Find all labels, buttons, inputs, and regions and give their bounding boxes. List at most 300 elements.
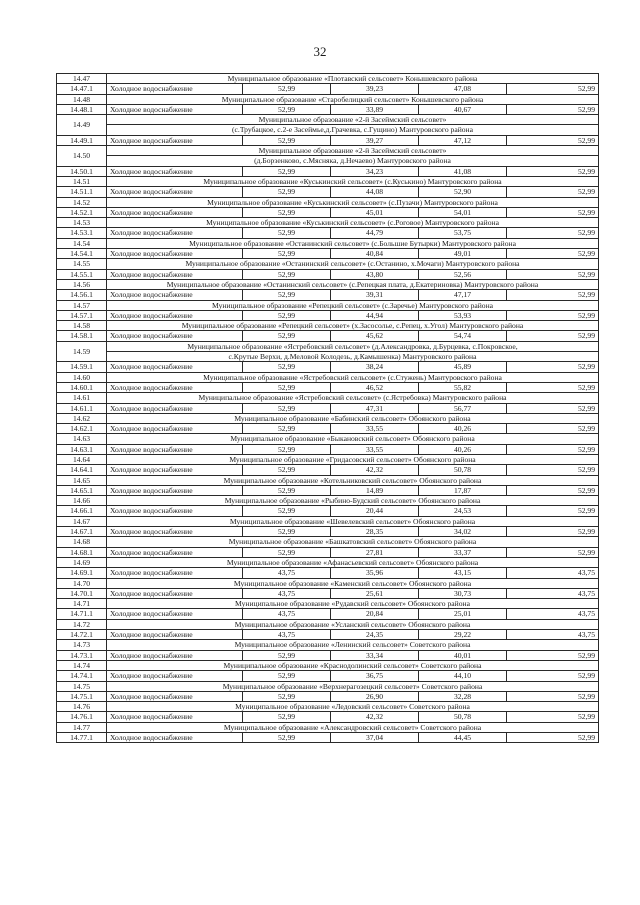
service-label: Холодное водоснабжение [107, 712, 243, 722]
section-header-row [57, 557, 599, 567]
tariff-value: 52,99 [243, 166, 331, 176]
tariff-value: 52,99 [507, 166, 599, 176]
service-label: Холодное водоснабжение [107, 104, 243, 114]
tariff-value: 20,44 [331, 506, 419, 516]
tariff-value: 29,22 [419, 630, 507, 640]
section-header-row [57, 578, 599, 588]
subsection-code: 14.54.1 [57, 249, 107, 259]
tariff-value: 39,31 [331, 290, 419, 300]
tariff-value: 38,24 [331, 362, 419, 372]
section-title: Муниципальное образование «2-й Засеймский сельсовет» [107, 146, 599, 156]
service-label: Холодное водоснабжение [107, 382, 243, 392]
tariff-value: 43,75 [507, 588, 599, 598]
tariff-value: 43,75 [507, 630, 599, 640]
section-title: Муниципальное образование «Башкатовский сельсовет» Обоянского района [107, 537, 599, 547]
section-title: Муниципальное образование «Краснодолинский сельсовет» Советского района [107, 660, 599, 670]
section-title: Муниципальное образование «Верхнерагозецкий сельсовет» Советского района [107, 681, 599, 691]
section-title: Муниципальное образование «Останинский сельсовет» (с.Останино, х.Мочаги) Мантуровского района [107, 259, 599, 269]
tariff-value: 52,99 [507, 506, 599, 516]
service-label: Холодное водоснабжение [107, 166, 243, 176]
tariff-value: 34,02 [419, 527, 507, 537]
subsection-code: 14.66.1 [57, 506, 107, 516]
section-header-row [57, 115, 599, 125]
tariff-value: 14,89 [331, 485, 419, 495]
section-code: 14.76 [57, 702, 107, 712]
service-label: Холодное водоснабжение [107, 527, 243, 537]
section-header-row [57, 619, 599, 629]
section-title: (д.Борзенково, с.Мясняка, д.Нечаево) Мантуровского района [107, 156, 599, 166]
section-title: Муниципальное образование «Бабинский сельсовет» Обоянского района [107, 413, 599, 423]
tariff-value: 52,99 [243, 249, 331, 259]
section-header-row [57, 434, 599, 444]
tariff-value: 52,99 [507, 547, 599, 557]
section-title: Муниципальное образование «Усланский сельсовет» Обоянского района [107, 619, 599, 629]
service-label: Холодное водоснабжение [107, 485, 243, 495]
tariff-row [57, 609, 599, 619]
tariff-table [56, 73, 599, 743]
section-title: Муниципальное образование «Рыбино-Будский сельсовет» Обоянского района [107, 496, 599, 506]
tariff-row [57, 207, 599, 217]
subsection-code: 14.68.1 [57, 547, 107, 557]
subsection-code: 14.57.1 [57, 310, 107, 320]
subsection-code: 14.59.1 [57, 362, 107, 372]
service-label: Холодное водоснабжение [107, 362, 243, 372]
tariff-value: 45,89 [419, 362, 507, 372]
tariff-value: 52,99 [507, 485, 599, 495]
tariff-value: 33,55 [331, 444, 419, 454]
section-header-row [57, 156, 599, 166]
subsection-code: 14.53.1 [57, 228, 107, 238]
section-title: Муниципальное образование «Ленинский сельсовет» Советского района [107, 640, 599, 650]
tariff-value: 52,99 [507, 650, 599, 660]
service-label: Холодное водоснабжение [107, 733, 243, 743]
tariff-value: 39,23 [331, 84, 419, 94]
tariff-value: 52,99 [507, 712, 599, 722]
subsection-code: 14.70.1 [57, 588, 107, 598]
section-header-row [57, 300, 599, 310]
tariff-value: 54,74 [419, 331, 507, 341]
section-code: 14.48 [57, 94, 107, 104]
subsection-code: 14.52.1 [57, 207, 107, 217]
tariff-value: 52,99 [243, 403, 331, 413]
tariff-value: 52,99 [243, 485, 331, 495]
section-code: 14.77 [57, 722, 107, 732]
tariff-row [57, 650, 599, 660]
section-code: 14.69 [57, 557, 107, 567]
tariff-row [57, 465, 599, 475]
section-header-row [57, 393, 599, 403]
section-title: Муниципальное образование «Репецкий сельсовет» (х.Засосолье, с.Репец, х.Угол) Мантуровского района [107, 321, 599, 331]
section-title: Муниципальное образование «Ледовский сельсовет» Советского района [107, 702, 599, 712]
tariff-row [57, 104, 599, 114]
section-header-row [57, 197, 599, 207]
subsection-code: 14.58.1 [57, 331, 107, 341]
section-code: 14.66 [57, 496, 107, 506]
tariff-value: 52,99 [243, 207, 331, 217]
tariff-value: 52,99 [243, 506, 331, 516]
section-code: 14.68 [57, 537, 107, 547]
tariff-value: 52,99 [243, 650, 331, 660]
subsection-code: 14.51.1 [57, 187, 107, 197]
service-label: Холодное водоснабжение [107, 331, 243, 341]
tariff-value: 54,01 [419, 207, 507, 217]
tariff-value: 52,99 [243, 712, 331, 722]
tariff-value: 43,75 [243, 588, 331, 598]
tariff-value: 52,99 [507, 362, 599, 372]
tariff-row [57, 249, 599, 259]
section-title: Муниципальное образование «Гридасовский сельсовет» Обоянского района [107, 454, 599, 464]
subsection-code: 14.64.1 [57, 465, 107, 475]
subsection-code: 14.63.1 [57, 444, 107, 454]
subsection-code: 14.48.1 [57, 104, 107, 114]
section-code: 14.59 [57, 341, 107, 362]
subsection-code: 14.77.1 [57, 733, 107, 743]
tariff-row [57, 733, 599, 743]
section-title: Муниципальное образование «Куськинский сельсовет» (с.Роговое) Мантуровского района [107, 218, 599, 228]
tariff-value: 27,81 [331, 547, 419, 557]
section-title: Муниципальное образование «Ястребовский сельсовет» (с.Ястребовка) Мантуровского района [107, 393, 599, 403]
tariff-row [57, 84, 599, 94]
section-code: 14.54 [57, 238, 107, 248]
tariff-value: 44,79 [331, 228, 419, 238]
subsection-code: 14.60.1 [57, 382, 107, 392]
section-header-row [57, 722, 599, 732]
service-label: Холодное водоснабжение [107, 249, 243, 259]
page-number: 32 [313, 44, 327, 59]
section-header-row [57, 454, 599, 464]
service-label: Холодное водоснабжение [107, 465, 243, 475]
subsection-code: 14.62.1 [57, 424, 107, 434]
tariff-value: 24,35 [331, 630, 419, 640]
tariff-value: 52,99 [507, 331, 599, 341]
section-title: Муниципальное образование «Котельниковский сельсовет» Обоянского района [107, 475, 599, 485]
tariff-value: 52,99 [507, 135, 599, 145]
tariff-value: 52,99 [243, 135, 331, 145]
service-label: Холодное водоснабжение [107, 269, 243, 279]
tariff-value: 40,26 [419, 424, 507, 434]
service-label: Холодное водоснабжение [107, 568, 243, 578]
service-label: Холодное водоснабжение [107, 671, 243, 681]
tariff-row [57, 444, 599, 454]
service-label: Холодное водоснабжение [107, 630, 243, 640]
tariff-value: 34,23 [331, 166, 419, 176]
section-code: 14.74 [57, 660, 107, 670]
tariff-value: 44,10 [419, 671, 507, 681]
subsection-code: 14.65.1 [57, 485, 107, 495]
tariff-row [57, 671, 599, 681]
section-title: Муниципальное образование «Быкановский сельсовет» Обоянского района [107, 434, 599, 444]
section-code: 14.62 [57, 413, 107, 423]
tariff-value: 52,99 [507, 403, 599, 413]
tariff-value: 46,52 [331, 382, 419, 392]
tariff-value: 52,99 [243, 269, 331, 279]
subsection-code: 14.61.1 [57, 403, 107, 413]
service-label: Холодное водоснабжение [107, 403, 243, 413]
section-code: 14.50 [57, 146, 107, 167]
tariff-value: 52,99 [243, 290, 331, 300]
section-header-row [57, 681, 599, 691]
tariff-row [57, 506, 599, 516]
subsection-code: 14.47.1 [57, 84, 107, 94]
service-label: Холодное водоснабжение [107, 609, 243, 619]
tariff-row [57, 527, 599, 537]
tariff-value: 52,99 [507, 249, 599, 259]
service-label: Холодное водоснабжение [107, 506, 243, 516]
section-header-row [57, 279, 599, 289]
tariff-value: 52,99 [507, 207, 599, 217]
section-header-row [57, 341, 599, 351]
section-header-row [57, 259, 599, 269]
service-label: Холодное водоснабжение [107, 135, 243, 145]
section-header-row [57, 125, 599, 135]
tariff-value: 52,99 [243, 228, 331, 238]
subsection-code: 14.50.1 [57, 166, 107, 176]
section-header-row [57, 321, 599, 331]
tariff-row [57, 630, 599, 640]
tariff-value: 52,99 [243, 310, 331, 320]
tariff-table-body [57, 74, 599, 743]
tariff-value: 52,99 [507, 382, 599, 392]
tariff-value: 32,28 [419, 691, 507, 701]
subsection-code: 14.55.1 [57, 269, 107, 279]
section-title: Муниципальное образование «Александровский сельсовет» Советского района [107, 722, 599, 732]
tariff-value: 47,12 [419, 135, 507, 145]
tariff-value: 52,99 [507, 228, 599, 238]
section-title: Муниципальное образование «Афанасьевский сельсовет» Обоянского района [107, 557, 599, 567]
tariff-value: 40,26 [419, 444, 507, 454]
section-header-row [57, 702, 599, 712]
tariff-value: 41,08 [419, 166, 507, 176]
tariff-value: 52,99 [507, 187, 599, 197]
section-title: (с.Трубацкое, с.2-е Засеймье,д.Грачевка, с.Гущино) Мантуровского района [107, 125, 599, 135]
tariff-value: 37,04 [331, 733, 419, 743]
tariff-value: 42,32 [331, 465, 419, 475]
tariff-value: 52,99 [507, 691, 599, 701]
section-header-row [57, 660, 599, 670]
section-title: Муниципальное образование «Рудавский сельсовет» Обоянского района [107, 599, 599, 609]
tariff-value: 50,78 [419, 465, 507, 475]
tariff-row [57, 424, 599, 434]
tariff-row [57, 485, 599, 495]
tariff-value: 52,90 [419, 187, 507, 197]
tariff-row [57, 362, 599, 372]
tariff-row [57, 547, 599, 557]
section-code: 14.55 [57, 259, 107, 269]
section-header-row [57, 176, 599, 186]
section-code: 14.60 [57, 372, 107, 382]
section-code: 14.71 [57, 599, 107, 609]
section-code: 14.57 [57, 300, 107, 310]
tariff-row [57, 382, 599, 392]
tariff-value: 52,99 [243, 362, 331, 372]
tariff-row [57, 691, 599, 701]
tariff-value: 25,01 [419, 609, 507, 619]
tariff-value: 44,45 [419, 733, 507, 743]
tariff-row [57, 403, 599, 413]
tariff-value: 47,08 [419, 84, 507, 94]
service-label: Холодное водоснабжение [107, 84, 243, 94]
section-title: с.Крутые Верхи, д.Меловой Колодезь, д.Камышенка) Мантуровского района [107, 352, 599, 362]
tariff-row [57, 135, 599, 145]
tariff-row [57, 712, 599, 722]
tariff-value: 52,99 [507, 84, 599, 94]
section-header-row [57, 74, 599, 84]
section-title: Муниципальное образование «Ястребовский сельсовет» (д.Александровка, д.Бурцевка, с.Покровское, [107, 341, 599, 351]
section-title: Муниципальное образование «Плотавский сельсовет» Конышевского района [107, 74, 599, 84]
service-label: Холодное водоснабжение [107, 228, 243, 238]
tariff-value: 52,99 [507, 290, 599, 300]
service-label: Холодное водоснабжение [107, 444, 243, 454]
tariff-value: 43,75 [507, 568, 599, 578]
tariff-row [57, 568, 599, 578]
tariff-value: 53,75 [419, 228, 507, 238]
section-title: Муниципальное образование «2-й Засеймский сельсовет» [107, 115, 599, 125]
section-title: Муниципальное образование «Останинский сельсовет» (с.Большие Бутырки) Мантуровского района [107, 238, 599, 248]
tariff-value: 43,15 [419, 568, 507, 578]
tariff-value: 55,82 [419, 382, 507, 392]
tariff-value: 44,94 [331, 310, 419, 320]
section-code: 14.58 [57, 321, 107, 331]
tariff-value: 52,99 [243, 424, 331, 434]
tariff-value: 45,01 [331, 207, 419, 217]
tariff-value: 56,77 [419, 403, 507, 413]
tariff-value: 52,99 [243, 733, 331, 743]
section-title: Муниципальное образование «Куськинский сельсовет» (с.Пузачи) Мантуровского района [107, 197, 599, 207]
tariff-value: 52,99 [507, 671, 599, 681]
section-code: 14.67 [57, 516, 107, 526]
tariff-value: 52,99 [507, 424, 599, 434]
tariff-value: 26,90 [331, 691, 419, 701]
service-label: Холодное водоснабжение [107, 588, 243, 598]
section-header-row [57, 496, 599, 506]
section-code: 14.61 [57, 393, 107, 403]
tariff-value: 52,99 [507, 444, 599, 454]
service-label: Холодное водоснабжение [107, 207, 243, 217]
section-title: Муниципальное образование «Ястребовский сельсовет» (с.Стужень) Мантуровского района [107, 372, 599, 382]
subsection-code: 14.49.1 [57, 135, 107, 145]
section-code: 14.63 [57, 434, 107, 444]
section-header-row [57, 238, 599, 248]
subsection-code: 14.67.1 [57, 527, 107, 537]
section-header-row [57, 640, 599, 650]
section-header-row [57, 146, 599, 156]
subsection-code: 14.76.1 [57, 712, 107, 722]
service-label: Холодное водоснабжение [107, 650, 243, 660]
section-title: Муниципальное образование «Каменский сельсовет» Обоянского района [107, 578, 599, 588]
section-title: Муниципальное образование «Шевелевский сельсовет» Обоянского района [107, 516, 599, 526]
tariff-value: 53,93 [419, 310, 507, 320]
tariff-value: 24,53 [419, 506, 507, 516]
tariff-value: 44,08 [331, 187, 419, 197]
tariff-row [57, 310, 599, 320]
section-title: Муниципальное образование «Куськинский сельсовет» (с.Куськино) Мантуровского района [107, 176, 599, 186]
tariff-row [57, 228, 599, 238]
tariff-value: 52,99 [507, 310, 599, 320]
tariff-value: 43,80 [331, 269, 419, 279]
section-header-row [57, 537, 599, 547]
subsection-code: 14.69.1 [57, 568, 107, 578]
section-code: 14.75 [57, 681, 107, 691]
tariff-value: 52,99 [243, 382, 331, 392]
section-header-row [57, 599, 599, 609]
service-label: Холодное водоснабжение [107, 691, 243, 701]
tariff-value: 42,32 [331, 712, 419, 722]
tariff-row [57, 331, 599, 341]
tariff-value: 47,31 [331, 403, 419, 413]
tariff-value: 25,61 [331, 588, 419, 598]
section-code: 14.64 [57, 454, 107, 464]
tariff-value: 52,99 [243, 187, 331, 197]
section-code: 14.70 [57, 578, 107, 588]
tariff-value: 52,99 [243, 527, 331, 537]
subsection-code: 14.75.1 [57, 691, 107, 701]
tariff-value: 52,99 [507, 269, 599, 279]
tariff-value: 43,75 [507, 609, 599, 619]
tariff-value: 52,99 [243, 547, 331, 557]
tariff-value: 52,99 [243, 331, 331, 341]
section-code: 14.56 [57, 279, 107, 289]
section-title: Муниципальное образование «Останинский сельсовет» (с.Репецкая плата, д.Екатериновка) Мантуровского района [107, 279, 599, 289]
service-label: Холодное водоснабжение [107, 310, 243, 320]
section-header-row [57, 352, 599, 362]
subsection-code: 14.56.1 [57, 290, 107, 300]
section-header-row [57, 516, 599, 526]
tariff-row [57, 269, 599, 279]
tariff-value: 52,99 [243, 691, 331, 701]
tariff-value: 33,37 [419, 547, 507, 557]
tariff-value: 52,99 [243, 104, 331, 114]
tariff-value: 52,99 [243, 444, 331, 454]
service-label: Холодное водоснабжение [107, 547, 243, 557]
tariff-value: 17,87 [419, 485, 507, 495]
tariff-value: 52,99 [507, 527, 599, 537]
section-code: 14.73 [57, 640, 107, 650]
section-code: 14.51 [57, 176, 107, 186]
tariff-value: 52,56 [419, 269, 507, 279]
tariff-value: 20,84 [331, 609, 419, 619]
service-label: Холодное водоснабжение [107, 290, 243, 300]
tariff-value: 33,55 [331, 424, 419, 434]
service-label: Холодное водоснабжение [107, 187, 243, 197]
tariff-value: 52,99 [243, 465, 331, 475]
tariff-row [57, 290, 599, 300]
tariff-value: 35,96 [331, 568, 419, 578]
tariff-value: 49,01 [419, 249, 507, 259]
subsection-code: 14.71.1 [57, 609, 107, 619]
tariff-value: 45,62 [331, 331, 419, 341]
tariff-value: 33,89 [331, 104, 419, 114]
section-header-row [57, 475, 599, 485]
section-header-row [57, 94, 599, 104]
subsection-code: 14.73.1 [57, 650, 107, 660]
tariff-value: 30,73 [419, 588, 507, 598]
tariff-value: 52,99 [507, 104, 599, 114]
section-code: 14.65 [57, 475, 107, 485]
tariff-row [57, 166, 599, 176]
section-header-row [57, 218, 599, 228]
tariff-value: 36,75 [331, 671, 419, 681]
tariff-value: 40,67 [419, 104, 507, 114]
subsection-code: 14.72.1 [57, 630, 107, 640]
section-code: 14.72 [57, 619, 107, 629]
tariff-value: 52,99 [243, 84, 331, 94]
tariff-value: 33,34 [331, 650, 419, 660]
tariff-row [57, 588, 599, 598]
section-title: Муниципальное образование «Репецкий сельсовет» (с.Заречье) Мантуровского района [107, 300, 599, 310]
tariff-value: 43,75 [243, 630, 331, 640]
tariff-value: 52,99 [507, 465, 599, 475]
section-header-row [57, 372, 599, 382]
